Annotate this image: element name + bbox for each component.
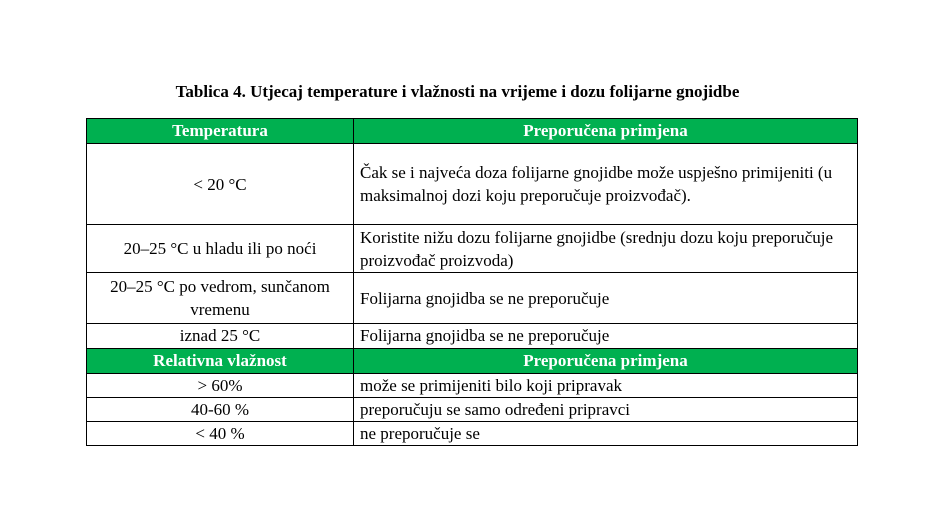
table-cell: > 60% <box>87 374 354 398</box>
table-header-row <box>87 349 858 374</box>
table-cell: može se primijeniti bilo koji pripravak <box>354 374 858 398</box>
table-cell: 40-60 % <box>87 398 354 422</box>
column-header: Preporučena primjena <box>354 349 858 374</box>
table-cell: Koristite nižu dozu folijarne gnojidbe (srednju dozu koju preporučuje proizvođač proizvoda) <box>354 225 858 273</box>
table-cell: preporučuju se samo određeni pripravci <box>354 398 858 422</box>
fertilization-table <box>86 118 858 446</box>
column-header: Temperatura <box>87 119 354 144</box>
column-header: Relativna vlažnost <box>87 349 354 374</box>
table-caption: Tablica 4. Utjecaj temperature i vlažnosti na vrijeme i dozu folijarne gnojidbe <box>175 82 740 101</box>
table-row <box>87 144 858 225</box>
table-row <box>87 398 858 422</box>
table-cell: 20–25 °C po vedrom, sunčanom vremenu <box>87 273 354 324</box>
table-cell: iznad 25 °C <box>87 324 354 349</box>
table-row <box>87 422 858 446</box>
table-cell: Folijarna gnojidba se ne preporučuje <box>354 273 858 324</box>
table-row <box>87 374 858 398</box>
column-header: Preporučena primjena <box>354 119 858 144</box>
table-cell: ne preporučuje se <box>354 422 858 446</box>
table-header-row <box>87 119 858 144</box>
table-cell: Folijarna gnojidba se ne preporučuje <box>354 324 858 349</box>
table-cell: < 20 °C <box>87 144 354 225</box>
table-row <box>87 273 858 324</box>
table-row <box>87 225 858 273</box>
table-cell: 20–25 °C u hladu ili po noći <box>87 225 354 273</box>
table-cell: Čak se i najveća doza folijarne gnojidbe može uspješno primijeniti (u maksimalnoj dozi koju preporučuje proizvođač). <box>354 144 858 225</box>
table-row <box>87 324 858 349</box>
table-cell: < 40 % <box>87 422 354 446</box>
